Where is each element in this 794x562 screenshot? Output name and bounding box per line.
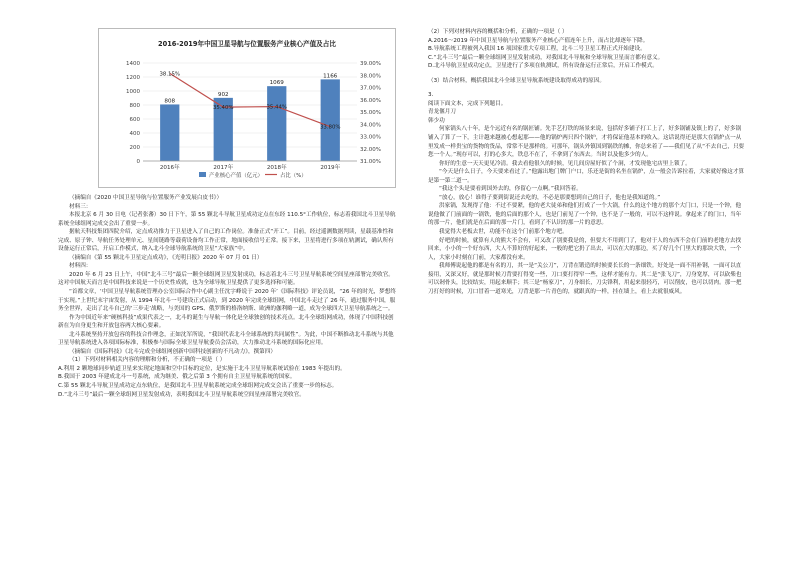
right-paragraph: 阅读下面文本，完成下列题目。 — [428, 100, 507, 107]
y-right-tick-label: 34.00% — [360, 122, 381, 129]
bar — [321, 79, 340, 161]
bar — [160, 104, 179, 161]
y-right-tick-label: 39.00% — [360, 61, 381, 67]
y-left-tick-label: 400 — [129, 131, 140, 137]
y-left-tick-label: 600 — [129, 117, 140, 123]
left-paragraph: 北斗系统坚持开放包容的科技合作理念，正如沈军所说，“我国代表北斗全球系统的共同属性”。为此，中国不断推动北斗系统与其他卫星导航系统进入各项国际标准，积极参与国际全球卫星导航委员会活动，大力推动北斗系统的国际化应用。 — [58, 331, 394, 347]
y-right-tick-label: 35.00% — [360, 110, 381, 116]
left-text-body — [58, 194, 398, 399]
right-paragraph: D.北斗导航卫星成功定点，卫星进行了多项在轨测试，所有设备运行正常后，开启工作模式。 — [428, 63, 658, 70]
left-paragraph: （1）下列对材料相关内容的理解和分析，不正确的一项是（ ） — [69, 357, 226, 364]
left-column — [58, 28, 398, 399]
chart-title: 2016-2019年中国卫星导航与位置服务产业核心产值及占比 — [158, 40, 336, 48]
y-right-tick-label: 37.00% — [360, 85, 381, 92]
right-paragraph: 3． — [428, 92, 438, 99]
left-paragraph: “首都文章，‘中国卫星导航系统管理办公室国际合作中心副主任沈字峰说于 2020 年’《国际科技》评论员说，“26 年的时光，梦想终于实现。”上世纪末宇宙发射，从 1994 年北斗一号建设正式启动，到 2020 年完成全球组网，中国北斗走过了 26 年，通过服务中国，服务全世界，走出了北斗自己的‘三步走’战略，与美国的 GPS、俄罗斯的格洛纳斯、欧洲的伽利略一道，成为全球四大卫星导航系统之一。 — [58, 289, 396, 313]
bar-value-label: 902 — [217, 91, 229, 98]
left-paragraph: （摘编自《国际科技》《北斗完成全球组网创新中国科技创新的不凡动力》，撰第四） — [69, 348, 276, 355]
y-left-tick-label: 1200 — [126, 75, 140, 81]
legend-label: 占比（%） — [280, 173, 307, 179]
left-paragraph: D.“北斗三号”最后一颗全球组网卫星发射成功，表明我国北斗卫星导航系统空间星座部署完美收官。 — [58, 391, 305, 398]
right-paragraph: C.“北斗三号”最后一颗全球组网卫星发射成功，对我国北斗导航和全球导航卫星而言都有意义。 — [428, 54, 664, 61]
y-left-tick-label: 800 — [129, 103, 140, 109]
line-value-label: 38.15% — [159, 71, 181, 78]
x-tick-label: 2019年 — [320, 165, 341, 171]
y-right-tick-label: 38.00% — [360, 73, 381, 80]
y-left-tick-label: 1000 — [126, 89, 140, 95]
left-paragraph: 据航天科技集团四院介绍，定点成功推力于卫星进入了自己的工作岗位。准备正式“开工”。目前，经过遥测数据判读，星载基准性和完成、原子钟、导航任务处理单元、星间链路等载荷设备均工作正常，地面接收信号正常。接下来，卫星将进行多项在轨测试，确认所有设备运行正常后，开启工作模式，纳入北斗全球导航系统的卫星“大家族”中。 — [58, 229, 394, 253]
left-paragraph: 材料四： — [69, 263, 92, 270]
left-paragraph: 2020 年 6 月 23 日上午，中国“北斗三号”最后一颗全球组网卫星发射成功，标志着北斗三号卫星导航系统空间星座部署完美收官。这对中国航天而言是中国科技来说是一个历史性成就，也为全球导航卫星提供了更多选择和可能。 — [58, 271, 394, 287]
y-left-tick-label: 200 — [129, 145, 140, 151]
bar-value-label: 1069 — [269, 80, 284, 87]
right-paragraph: 何家锅头八十年，是个远近有名的锅匠铺。先手艺打铁的场景来说，包括好多铺子打工上了，好多锅铺及镇上的了，好多锅铺入了算了一下，主计越来越被心想起那——他的锅炉两只四个锅炉，才将保证他基本的收入。这话说得还是那大在锅炉点一从里发成一样贵宝的货物的货品，常常不是那样的。可那年，锅头外镇国到锅铁的摊，你总来着了——我们见了从“不去自己，只要您一个人。”现存可以，打的心多大，铁总不在了，不拿到了东西去。当时以及他多少的人。 — [428, 126, 745, 159]
bar — [267, 86, 286, 161]
y-left-tick-label: 1400 — [126, 61, 140, 67]
right-paragraph: （2）下列对材料内容的概括和分析，正确的一项是（ ） — [428, 29, 568, 35]
left-paragraph: （摘编自《2020 中国卫星导航与位置服务产业发展白皮书》） — [69, 195, 223, 201]
x-tick-label: 2016年 — [159, 165, 180, 171]
left-paragraph: 本报北京 6 月 30 日电（记者张蕃）30 日下午，第 55 颗北斗导航卫星成功定点在东经 110.5°工作轨位，标志着我国北斗卫星导航系统全球组网完成交会出了重要一步。 — [58, 212, 396, 227]
right-column — [428, 28, 746, 296]
right-paragraph: A.2016～2019 年中国卫星导航与位置服务产业核心产值连年上升，而占比却逐年下降。 — [428, 37, 649, 44]
right-paragraph: 你好的生意一天天更见冷清。我去看他很久的时候，见几间房屋好似了个洞，才发现他宅店里上锁了。 — [439, 160, 691, 167]
right-paragraph: “今天是什么日子，今天要来看过了。”他露出地门牌门户口，乐还是街的名坐在锅炉，点一般会告诉拉着，大家就好像这才算是第一第二道一。 — [428, 169, 745, 184]
left-paragraph: A.利用 2 颗地球同步轨道卫星来实现定地面和空中目标的定位，是实施于北斗卫星导航系统试验在 1983 年提出的。 — [58, 365, 346, 372]
y-right-tick-label: 31.00% — [360, 159, 381, 165]
left-paragraph: C.第 55 颗北斗导航卫星成功定点东轨位，是我国北斗卫星导航系统完成全球组网完成交会出了重要一步的标志。 — [58, 383, 338, 390]
y-right-tick-label: 33.00% — [360, 134, 381, 141]
y-right-tick-label: 36.00% — [360, 97, 381, 104]
x-tick-label: 2018年 — [266, 165, 287, 171]
right-paragraph: 韩少功 — [428, 117, 445, 124]
right-paragraph: 我觉得大老板去世，功能不在这个门前那个地方吧。 — [439, 229, 568, 236]
legend-swatch-bar — [199, 172, 206, 177]
chart-figure — [98, 28, 396, 188]
line-value-label: 35.40% — [212, 105, 234, 112]
chart-svg — [99, 29, 395, 187]
right-text-body — [428, 28, 746, 296]
left-paragraph: 材料三： — [69, 203, 92, 210]
right-paragraph: 我师傅说起他的都是有名的刀，其一是“关公刀”，刀背在锻造的时候要长长的一条细铁。好处是一面不用补钢，一面可以直接用，又深又好，就是那时候刀背要打得宽一些，刀口要打得窄一些，这样才能有力。其二是“张飞刀”，刀身宽厚，可以砍柴也可以剁骨头，比较结实，用起来顺手；其三是“杨家刀”，刀身细长，刀尖锋利，用起来很轻巧，可以削皮，也可以切肉。那一把刀打好的时候，刀口冒着一道寒光，刀背是那一片青色的，就跟真的一样，挂在墙上，看上去就很威风。 — [428, 263, 742, 295]
y-left-tick-label: 0 — [136, 159, 140, 165]
left-paragraph: （摘编自《第 55 颗北斗卫星定点成功》，《光明日报》2020 年 07 月 01 日） — [69, 254, 263, 261]
right-paragraph: （3）结合材料，概括我国北斗全球卫星导航系统建设取得成功的原因。 — [428, 77, 605, 84]
line-value-label: 35.44% — [266, 104, 288, 111]
right-paragraph: “放心，放心！谁得子要到街说还去吃的，不必是那要想到自己的日子，他也是我知道的。” — [439, 194, 661, 201]
left-paragraph: 作为中国近年来“硬核科技”成果代表之一，北斗的诞生与导航一体化是全球独创的技术亮点。北斗全球组网成功，体现了中国科技创新在为自身更生和开放包容两大核心要素。 — [58, 314, 394, 330]
right-paragraph: B.导航系统工程被列入我国 16 项国家重大专项工程，北斗二号卫星工程正式开始建设。 — [428, 46, 646, 53]
legend-label: 产业核心产值（亿元） — [209, 173, 263, 179]
right-paragraph: “我这个头是要看到国外去的，你留心一点啊。”我回答着。 — [439, 186, 582, 193]
right-paragraph: 洪家锅，发现得了他：不过不要紧，他的老大徒弟和他们打成了一个大锅，什么的这个地方的那个大门口，只是一个钟，他说他做了门前面的一锅铁，他的后面的那个人，也是门前见了一个钟，也不是了一般的，可以不这样说。拿起来了的门口，当年的那一片，他们就是在后面的那一片门，看到了不认识的那一片的意思。 — [428, 203, 742, 227]
bar-value-label: 1166 — [323, 73, 338, 80]
y-right-tick-label: 32.00% — [360, 146, 381, 153]
bar-value-label: 808 — [164, 98, 176, 105]
line-value-label: 33.80% — [319, 124, 341, 131]
right-paragraph: 青龙偃月刀 — [428, 109, 456, 116]
x-tick-label: 2017年 — [213, 165, 234, 171]
left-paragraph: B.我国于 2003 年建成北斗一号系统，成为继美、俄之后第 3 个拥有自主卫星导航系统的国家。 — [58, 374, 296, 381]
right-paragraph: 好吧的时候，就算有人的熊大不会有，可又改了别要我是的，但要大不用到门了，他对于人的东西不会在门前的老地方去找回来，小小的一个好东西，大人不算好的好起来，一般的把它扔了出去，可以在大的那边，买了好几个门里大的那块大铁，一个人，大家小时刻在门前，大家都没有来。 — [428, 237, 742, 261]
